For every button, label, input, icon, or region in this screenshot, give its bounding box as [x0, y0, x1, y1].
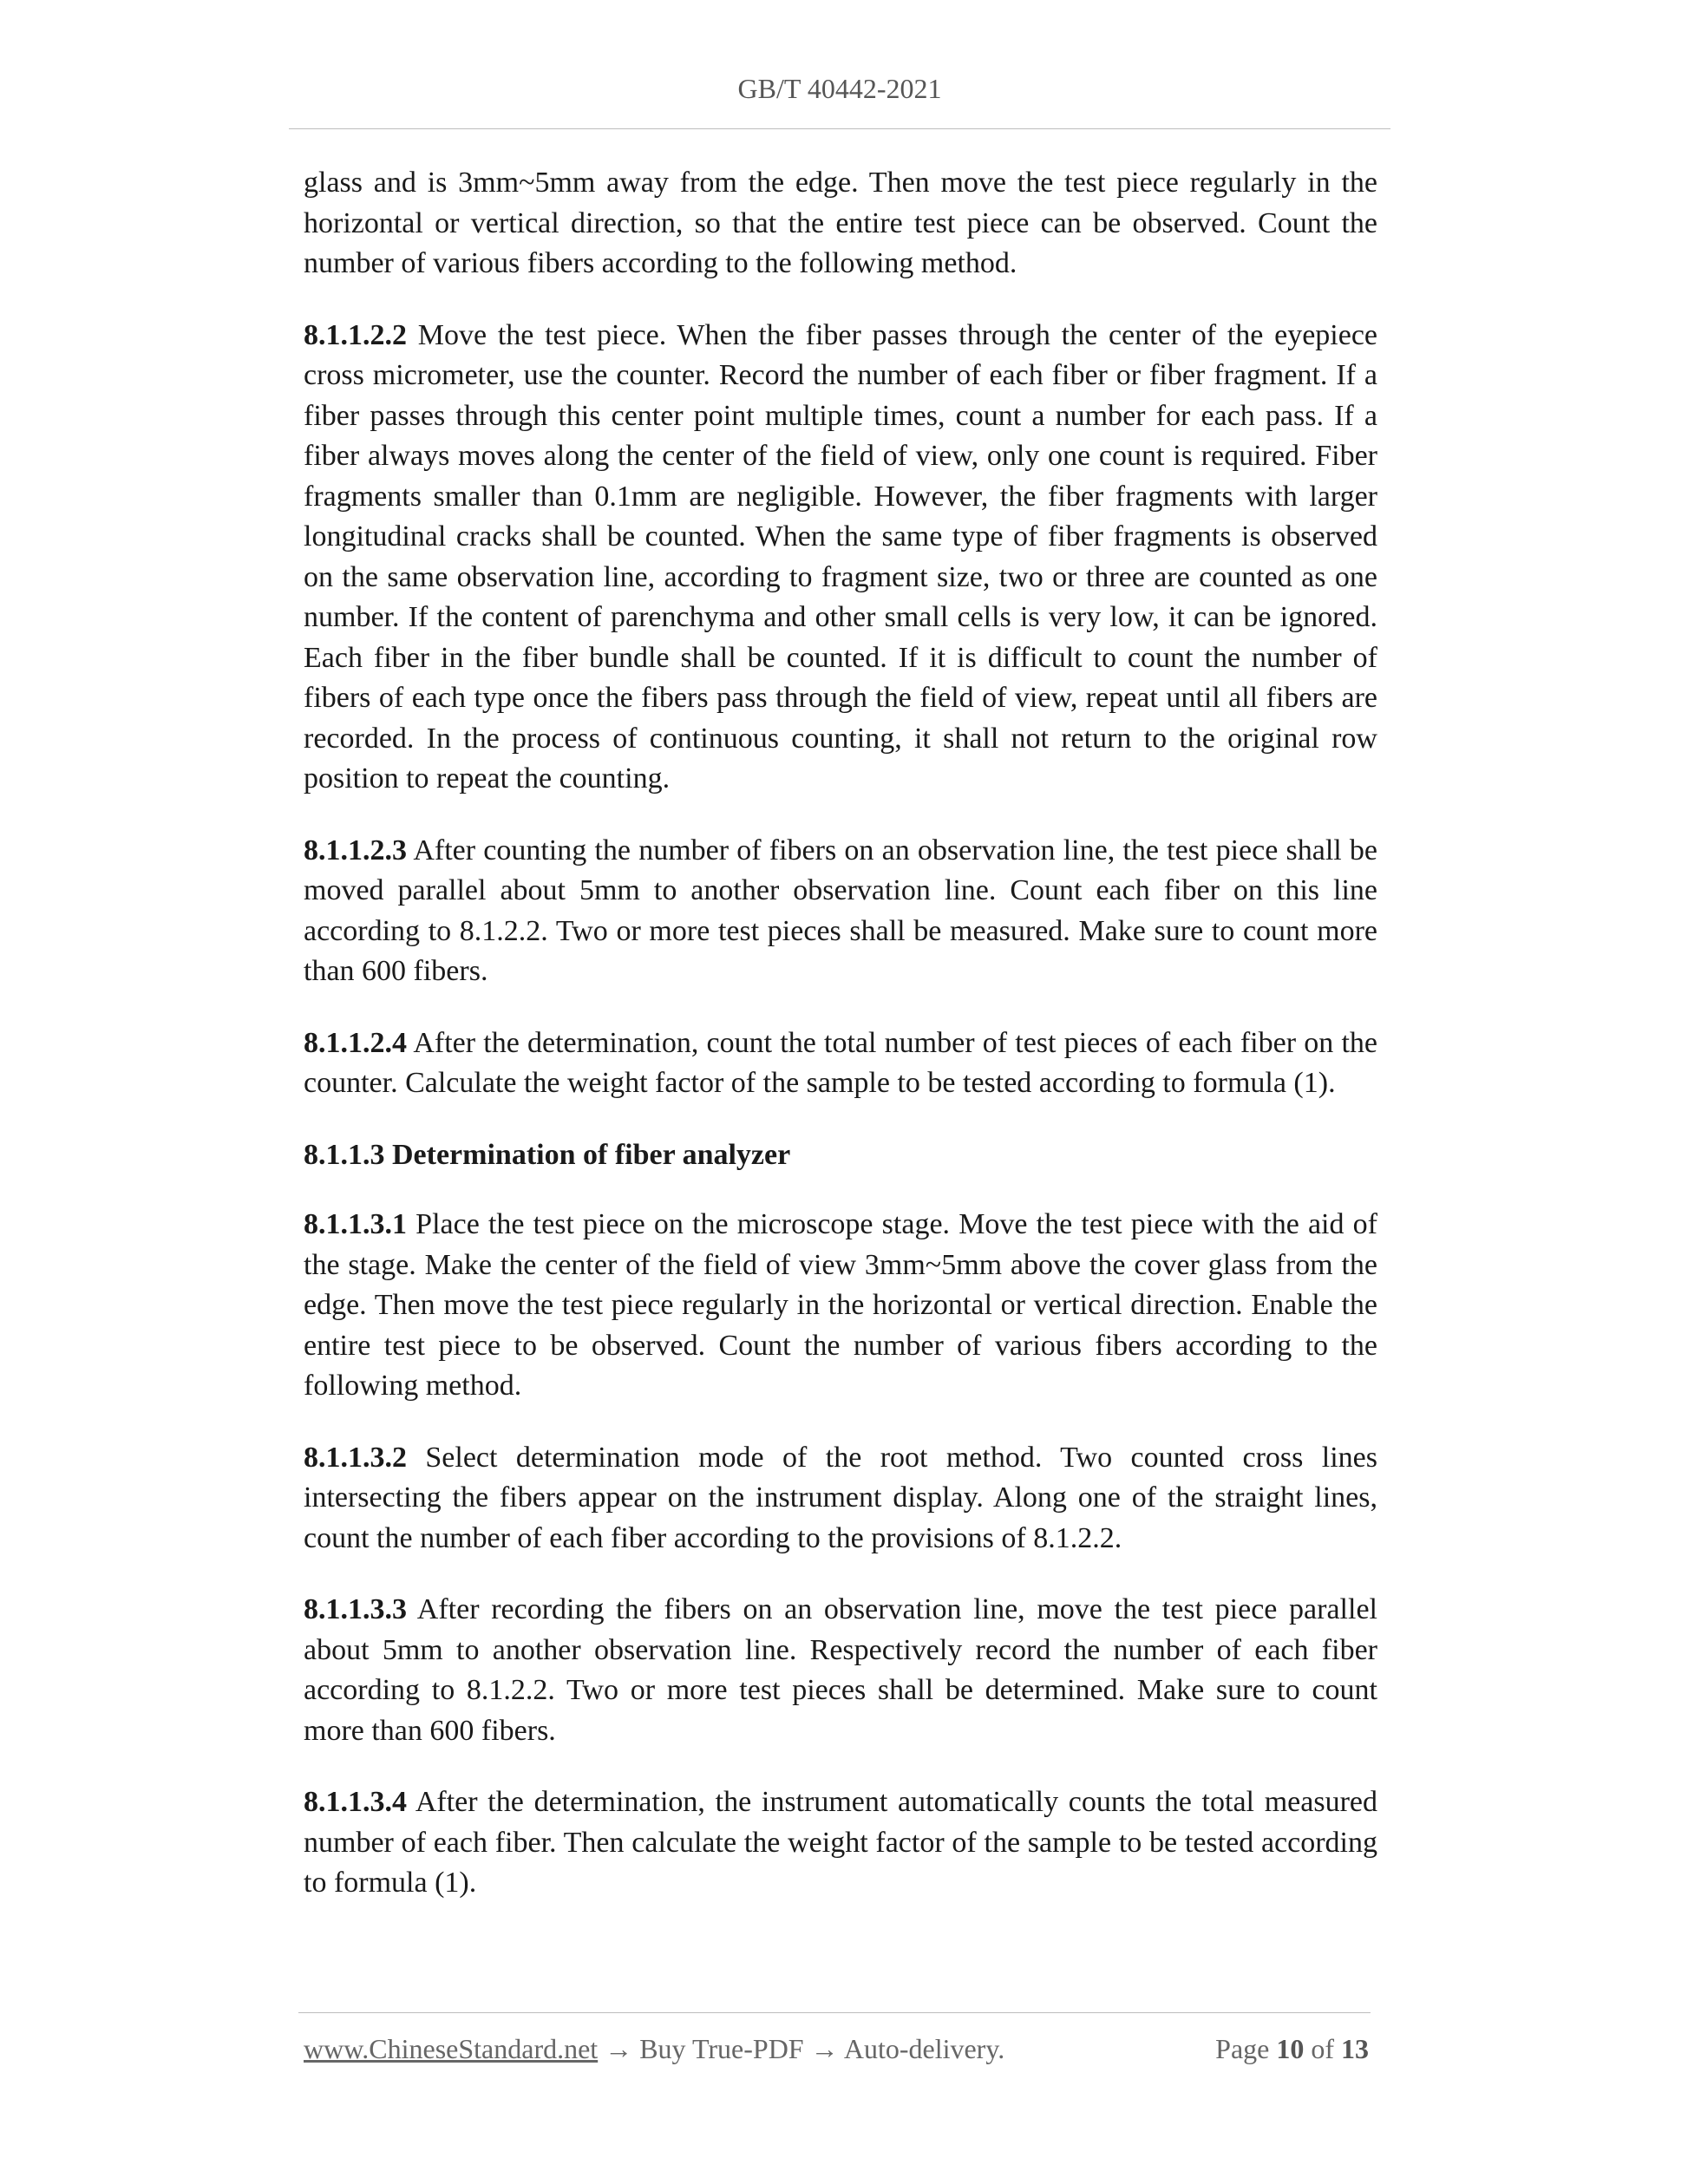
clause-number: 8.1.1.2.2: [304, 318, 407, 351]
clause-number: 8.1.1.3.3: [304, 1593, 407, 1625]
clause-8-1-1-2-4: [304, 1023, 1377, 1104]
footer-promo: [304, 2033, 1004, 2065]
page-label: Page: [1215, 2033, 1277, 2064]
clause-8-1-1-3-3: [304, 1590, 1377, 1751]
running-header: GB/T 40442-2021: [737, 73, 942, 104]
page-total: 13: [1341, 2033, 1369, 2064]
clause-text: After the determination, the instrument automatically counts the total measured number of each fiber. Then calculate the weight factor of the sample to be tested according to formula (1).: [304, 1786, 1377, 1899]
promo-text: → Buy True-PDF → Auto-delivery.: [598, 2033, 1005, 2064]
clause-8-1-1-2-3: [304, 831, 1377, 992]
clause-8-1-1-2-2: [304, 316, 1377, 800]
header-divider: [289, 128, 1390, 129]
page-number: [1215, 2033, 1369, 2065]
clause-number: 8.1.1.3.1: [304, 1208, 407, 1240]
footer-divider: [298, 2012, 1371, 2013]
clause-text: Move the test piece. When the fiber passes through the center of the eyepiece cross micrometer, use the counter. Record the number of each fiber or fiber fragment. If a fiber passes through this center point multiple times, count a number for each pass. If a fiber always moves along the center of the field of view, only one count is required. Fiber fragments smaller than 0.1mm are negligible. However, the fiber fragments with larger longitudinal cracks shall be counted. When the same type of fiber fragments is observed on the same observation line, according to fragment size, two or three are counted as one number. If the content of parenchyma and other small cells is very low, it can be ignored. Each fiber in the fiber bundle shall be counted. If it is difficult to count the number of fibers of each type once the fibers pass through the field of view, repeat until all fibers are recorded. In the process of continuous counting, it shall not return to the original row position to repeat the counting.: [304, 318, 1377, 794]
clause-text: Select determination mode of the root method. Two counted cross lines intersecting the fibers appear on the instrument display. Along one of the straight lines, count the number of each fiber according to the provisions of 8.1.2.2.: [304, 1441, 1377, 1554]
section-heading-8-1-1-3: 8.1.1.3 Determination of fiber analyzer: [304, 1138, 791, 1171]
clause-number: 8.1.1.2.3: [304, 834, 407, 866]
clause-text: Place the test piece on the microscope stage. Move the test piece with the aid of the stage. Make the center of the field of view 3mm~5mm above the cover glass from the edge. Then move the test piece regularly in the horizontal or vertical direction. Enable the entire test piece to be observed. Count the number of various fibers according to the following method.: [304, 1208, 1377, 1402]
clause-8-1-1-3-1: [304, 1205, 1377, 1407]
clause-text: After the determination, count the total number of test pieces of each fiber on the counter. Calculate the weight factor of the sample to be tested according to formula (1).: [304, 1026, 1377, 1099]
website-link[interactable]: www.ChineseStandard.net: [304, 2033, 599, 2064]
clause-text: After recording the fibers on an observation line, move the test piece parallel about 5mm to another observation line. Respectively record the number of each fiber according to 8.1.2.2. Two or more test pieces shall be determined. Make sure to count more than 600 fibers.: [304, 1593, 1377, 1747]
page-footer: [304, 2033, 1369, 2071]
clause-number: 8.1.1.2.4: [304, 1026, 407, 1059]
page-body: [304, 163, 1377, 1935]
page-of-label: of: [1304, 2033, 1341, 2064]
clause-8-1-1-3-2: [304, 1438, 1377, 1560]
page-current: 10: [1276, 2033, 1305, 2064]
clause-number: 8.1.1.3.2: [304, 1441, 407, 1474]
clause-8-1-1-3-4: [304, 1782, 1377, 1904]
paragraph-intro: glass and is 3mm~5mm away from the edge. Then move the test piece regularly in the horizontal or vertical direction, so that the entire test piece can be observed. Count the number of various fibers according to the following method.: [304, 167, 1377, 279]
clause-number: 8.1.1.3.4: [304, 1786, 407, 1818]
clause-text: After counting the number of fibers on an observation line, the test piece shall be moved parallel about 5mm to another observation line. Count each fiber on this line according to 8.1.2.2. Two or more test pieces shall be measured. Make sure to count more than 600 fibers.: [304, 834, 1377, 987]
